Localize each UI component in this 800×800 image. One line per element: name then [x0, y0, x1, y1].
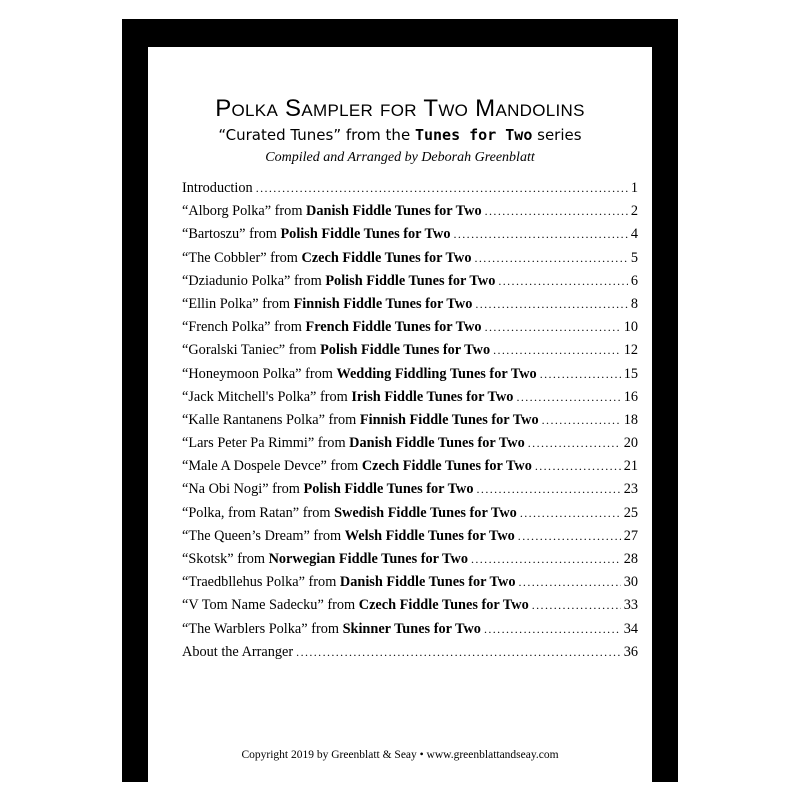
toc-leader-dots	[477, 482, 621, 497]
toc-entry	[182, 296, 638, 319]
toc-entry-source: Danish Fiddle Tunes for Two	[349, 435, 525, 452]
toc-entry-lead	[182, 389, 513, 406]
toc-entry-title: “V Tom Name Sadecku” from	[182, 597, 359, 614]
toc-entry-source: Skinner Tunes for Two	[342, 620, 481, 637]
toc-entry	[182, 505, 638, 528]
toc-leader-dots	[485, 204, 628, 219]
toc-entry-source: Finnish Fiddle Tunes for Two	[359, 411, 539, 428]
toc-leader-dots	[532, 598, 621, 613]
toc-entry	[182, 250, 638, 273]
toc-entry	[182, 458, 638, 481]
page-title: Polka Sampler for Two Mandolins	[215, 95, 585, 122]
toc-entry	[182, 319, 638, 342]
toc-entry-title: “Bartoszu” from	[182, 226, 281, 243]
toc-entry-title: “The Cobbler” from	[182, 249, 302, 266]
toc-leader-dots	[453, 227, 627, 242]
toc-entry-lead	[182, 412, 539, 429]
toc-entry	[182, 342, 638, 365]
toc-entry-lead	[182, 319, 482, 336]
table-of-contents	[182, 180, 638, 667]
toc-entry-lead	[182, 528, 515, 545]
toc-leader-dots	[519, 575, 621, 590]
toc-entry-lead	[182, 574, 516, 591]
toc-page-number: 10	[623, 319, 638, 336]
toc-entry-lead	[182, 597, 529, 614]
toc-entry-title: “Goralski Taniec” from	[182, 342, 321, 359]
toc-entry-source: Norwegian Fiddle Tunes for Two	[268, 551, 468, 567]
copyright-footer: Copyright 2019 by Greenblatt & Seay • www.greenblattandseay.com	[241, 749, 559, 761]
toc-page-number: 33	[623, 597, 638, 614]
toc-leader-dots	[493, 343, 621, 358]
toc-entry-lead	[182, 203, 482, 220]
toc-page-number: 15	[623, 365, 638, 382]
toc-entry-lead	[182, 250, 472, 267]
toc-entry	[182, 273, 638, 296]
toc-leader-dots	[498, 274, 627, 289]
toc-entry-lead	[182, 366, 537, 383]
toc-page-number: 23	[623, 481, 638, 498]
toc-entry	[182, 551, 638, 574]
toc-entry-title: “Kalle Rantanens Polka” from	[182, 411, 360, 428]
toc-entry-lead	[182, 505, 517, 522]
toc-entry-source: Polish Fiddle Tunes for Two	[303, 481, 474, 498]
toc-page-number: 20	[623, 435, 638, 452]
toc-page-number: 2	[630, 203, 638, 220]
toc-entry-title: “The Warblers Polka” from	[182, 620, 343, 637]
toc-entry-lead	[182, 435, 525, 452]
toc-entry-title: “Jack Mitchell's Polka” from	[182, 388, 352, 405]
toc-page-number: 5	[630, 249, 638, 266]
toc-page-number: 1	[630, 180, 638, 196]
toc-entry-title: “Alborg Polka” from	[182, 203, 307, 220]
toc-page-number: 8	[630, 295, 638, 312]
toc-page-number: 30	[623, 574, 638, 591]
toc-leader-dots	[475, 297, 627, 312]
toc-page-number: 25	[623, 504, 638, 521]
toc-entry-title: “Polka, from Ratan” from	[182, 504, 335, 521]
toc-entry-title: “Male A Dospele Devce” from	[182, 458, 362, 475]
toc-entry-source: French Fiddle Tunes for Two	[305, 319, 482, 336]
toc-page-number: 6	[630, 272, 638, 289]
toc-entry-source: Czech Fiddle Tunes for Two	[301, 249, 472, 266]
toc-entry-source: Czech Fiddle Tunes for Two	[361, 458, 532, 475]
toc-entry-source: Danish Fiddle Tunes for Two	[339, 574, 516, 591]
toc-entry-title: Introduction	[182, 180, 253, 196]
toc-entry-source: Polish Fiddle Tunes for Two	[320, 342, 491, 359]
toc-entry-title: “The Queen’s Dream” from	[182, 527, 345, 544]
toc-page-number: 12	[623, 342, 638, 359]
toc-entry	[182, 366, 638, 389]
toc-entry-lead	[182, 458, 532, 475]
toc-leader-dots	[296, 645, 621, 660]
toc-leader-dots	[516, 390, 620, 405]
toc-entry-title: “Ellin Polka” from	[182, 295, 294, 312]
toc-entry-lead	[182, 621, 481, 638]
toc-page-number: 18	[623, 411, 638, 428]
toc-entry-lead	[182, 273, 495, 290]
toc-entry-lead	[182, 481, 474, 498]
subtitle-text-end: series	[532, 126, 582, 144]
toc-entry-lead	[182, 226, 450, 243]
toc-entry-source: Danish Fiddle Tunes for Two	[306, 203, 482, 220]
toc-leader-dots	[518, 529, 621, 544]
toc-entry	[182, 644, 638, 667]
toc-page-number: 27	[623, 527, 638, 544]
toc-entry	[182, 412, 638, 435]
toc-entry	[182, 389, 638, 412]
toc-leader-dots	[528, 436, 621, 451]
toc-page-number: 36	[623, 643, 638, 660]
toc-leader-dots	[471, 552, 621, 567]
toc-entry-source: Finnish Fiddle Tunes for Two	[293, 295, 473, 312]
toc-page-number: 16	[623, 388, 638, 405]
toc-entry-source: Wedding Fiddling Tunes for Two	[336, 365, 537, 382]
toc-leader-dots	[535, 459, 621, 474]
toc-leader-dots	[540, 367, 621, 382]
toc-entry	[182, 528, 638, 551]
toc-leader-dots	[520, 506, 621, 521]
toc-entry	[182, 481, 638, 504]
toc-entry-lead	[182, 342, 490, 359]
toc-page-number: 28	[623, 551, 638, 567]
toc-entry	[182, 226, 638, 249]
toc-page-number: 34	[623, 620, 638, 637]
toc-entry-source: Swedish Fiddle Tunes for Two	[334, 504, 517, 521]
toc-entry-source: Polish Fiddle Tunes for Two	[280, 226, 451, 243]
toc-entry-lead	[182, 296, 472, 313]
toc-entry-title: “Skotsk” from	[182, 551, 269, 567]
toc-entry-source: Polish Fiddle Tunes for Two	[325, 272, 496, 289]
toc-page-number: 21	[623, 458, 638, 475]
compiled-by: Compiled and Arranged by Deborah Greenblatt	[265, 150, 535, 165]
subtitle-series-name: Tunes for Two	[414, 126, 533, 144]
toc-entry-title: About the Arranger	[182, 643, 294, 660]
page-subtitle	[0, 126, 800, 144]
toc-entry-title: “Na Obi Nogi” from	[182, 481, 304, 498]
toc-leader-dots	[542, 413, 621, 428]
toc-leader-dots	[484, 622, 621, 637]
toc-entry	[182, 180, 638, 203]
toc-entry-lead	[182, 644, 293, 661]
toc-page-number: 4	[630, 226, 638, 243]
toc-entry-title: “Lars Peter Pa Rimmi” from	[182, 435, 350, 452]
toc-entry-title: “Dziadunio Polka” from	[182, 272, 326, 289]
toc-entry	[182, 203, 638, 226]
subtitle-text-start: “Curated Tunes” from the	[218, 126, 415, 144]
toc-leader-dots	[256, 181, 628, 196]
toc-entry	[182, 435, 638, 458]
toc-entry-title: “Honeymoon Polka” from	[182, 365, 337, 382]
toc-entry-lead	[182, 551, 468, 568]
toc-entry-source: Czech Fiddle Tunes for Two	[358, 597, 529, 614]
toc-entry	[182, 574, 638, 597]
toc-leader-dots	[475, 251, 628, 266]
toc-entry-title: “French Polka” from	[182, 319, 306, 336]
toc-entry-title: “Traedbllehus Polka” from	[182, 574, 340, 591]
toc-entry-lead	[182, 180, 253, 197]
toc-entry-source: Welsh Fiddle Tunes for Two	[344, 527, 515, 544]
toc-entry	[182, 597, 638, 620]
toc-leader-dots	[485, 320, 621, 335]
toc-entry	[182, 621, 638, 644]
toc-entry-source: Irish Fiddle Tunes for Two	[351, 388, 514, 405]
